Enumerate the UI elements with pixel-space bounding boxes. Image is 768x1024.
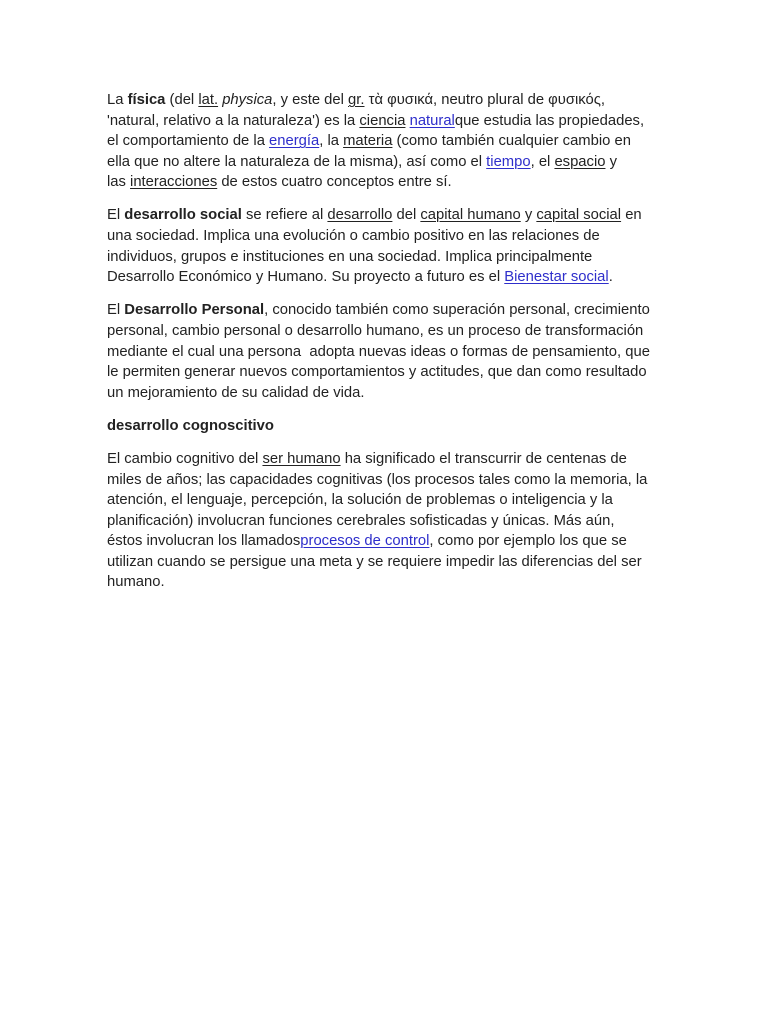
paragraph-desarrollo-social — [107, 205, 727, 287]
text-line — [107, 531, 727, 552]
text-run: el comportamiento de la — [107, 133, 270, 150]
text-run: miles de años; las capacidades cognitivas (los procesos tales como la memoria, la — [107, 471, 648, 488]
text-run: le permiten generar nuevos comportamientos y actitudes, que dan como resultado — [107, 364, 647, 381]
link-procesos-de-control[interactable]: procesos de control — [300, 533, 430, 550]
text-line — [107, 131, 727, 152]
text-line — [107, 342, 727, 363]
link-energia[interactable]: energía — [269, 133, 320, 150]
text-run: un mejoramiento de su calidad de vida. — [107, 384, 365, 401]
text-run: y — [520, 207, 537, 224]
text-line — [107, 362, 727, 383]
link-tiempo[interactable]: tiempo — [486, 153, 531, 170]
text-run: ella que no altere la naturaleza de la misma), así como el — [107, 153, 487, 170]
text-line — [107, 300, 727, 321]
paragraph-fisica — [107, 90, 727, 193]
text-line — [107, 490, 727, 511]
text-run: . — [608, 269, 613, 286]
text-line — [107, 111, 727, 132]
text-line — [107, 572, 727, 593]
term-fisica: física — [127, 92, 166, 108]
text-run: individuos, grupos e instituciones en una sociedad. Implica principalmente — [107, 248, 593, 265]
text-run: , la — [319, 133, 344, 150]
text-line — [107, 205, 727, 226]
text-run: se refiere al — [241, 207, 328, 224]
term-ciencia: ciencia — [359, 112, 406, 129]
text-run: del — [392, 207, 421, 224]
term-physica: physica — [222, 92, 273, 108]
text-line — [107, 267, 727, 288]
text-run: atención, el lenguaje, percepción, la solución de problemas o inteligencia y la — [107, 492, 613, 509]
heading-desarrollo-cognoscitivo: desarrollo cognoscitivo — [107, 417, 274, 434]
text-line — [107, 449, 727, 470]
term-gr: gr. — [348, 92, 365, 108]
term-capital-social: capital social — [536, 207, 622, 224]
paragraph-desarrollo-cognoscitivo — [107, 449, 727, 593]
text-run: 'natural, relativo a la naturaleza') es la — [107, 112, 360, 129]
paragraph-desarrollo-personal — [107, 300, 727, 403]
text-run: El cambio cognitivo del — [107, 450, 263, 467]
text-run: una sociedad. Implica una evolución o cambio positivo en las relaciones de — [107, 228, 600, 245]
term-desarrollo: desarrollo — [327, 207, 393, 224]
term-espacio: espacio — [554, 153, 606, 170]
text-run: , conocido también como superación personal, crecimiento — [264, 302, 650, 319]
text-line — [107, 321, 727, 342]
term-lat: lat. — [198, 92, 219, 108]
term-ser-humano: ser humano — [262, 450, 341, 467]
text-run: en — [621, 207, 642, 224]
text-run: , el — [530, 153, 555, 170]
text-run: planificación) involucran funciones cerebrales sofisticadas y únicas. Más aún, — [107, 512, 615, 529]
text-run: utilizan cuando se persigue una meta y se requiere impedir las diferencias del ser — [107, 553, 642, 570]
term-interacciones: interacciones — [130, 174, 218, 191]
text-line — [107, 152, 727, 173]
text-run: de estos cuatro conceptos entre sí. — [217, 174, 452, 191]
text-line — [107, 552, 727, 573]
text-line — [107, 511, 727, 532]
text-run: (como también cualquier cambio en — [392, 133, 631, 150]
text-run: (del — [165, 92, 199, 108]
text-run: y — [605, 153, 617, 170]
text-run: , y este del — [272, 92, 349, 108]
text-run: Desarrollo Económico y Humano. Su proyecto a futuro es el — [107, 269, 505, 286]
text-line — [107, 172, 727, 193]
text-run: las — [107, 174, 131, 191]
text-line — [107, 90, 727, 111]
link-natural[interactable]: natural — [409, 112, 455, 129]
text-run: éstos involucran los llamados — [107, 533, 301, 550]
text-line — [107, 470, 727, 491]
text-run: humano. — [107, 574, 165, 591]
term-materia: materia — [343, 133, 393, 150]
term-desarrollo-personal: Desarrollo Personal — [124, 302, 265, 319]
text-run: que estudia las propiedades, — [454, 112, 645, 129]
link-bienestar-social[interactable]: Bienestar social — [504, 269, 609, 286]
term-capital-humano: capital humano — [420, 207, 521, 224]
text-run: personal, cambio personal o desarrollo humano, es un proceso de transformación — [107, 322, 644, 339]
text-run: La — [107, 92, 128, 108]
text-line — [107, 247, 727, 268]
document-body — [107, 90, 727, 606]
text-run: El — [107, 207, 125, 224]
text-run: mediante el cual una persona adopta nuevas ideas o formas de pensamiento, que — [107, 343, 650, 360]
text-run: El — [107, 302, 125, 319]
text-line — [107, 226, 727, 247]
text-line — [107, 383, 727, 404]
text-run: ha significado el transcurrir de centenas de — [340, 450, 627, 467]
term-desarrollo-social: desarrollo social — [124, 207, 242, 224]
text-run: , como por ejemplo los que se — [429, 533, 627, 550]
text-run: τὰ φυσικά, neutro plural de φυσικός, — [364, 92, 605, 108]
